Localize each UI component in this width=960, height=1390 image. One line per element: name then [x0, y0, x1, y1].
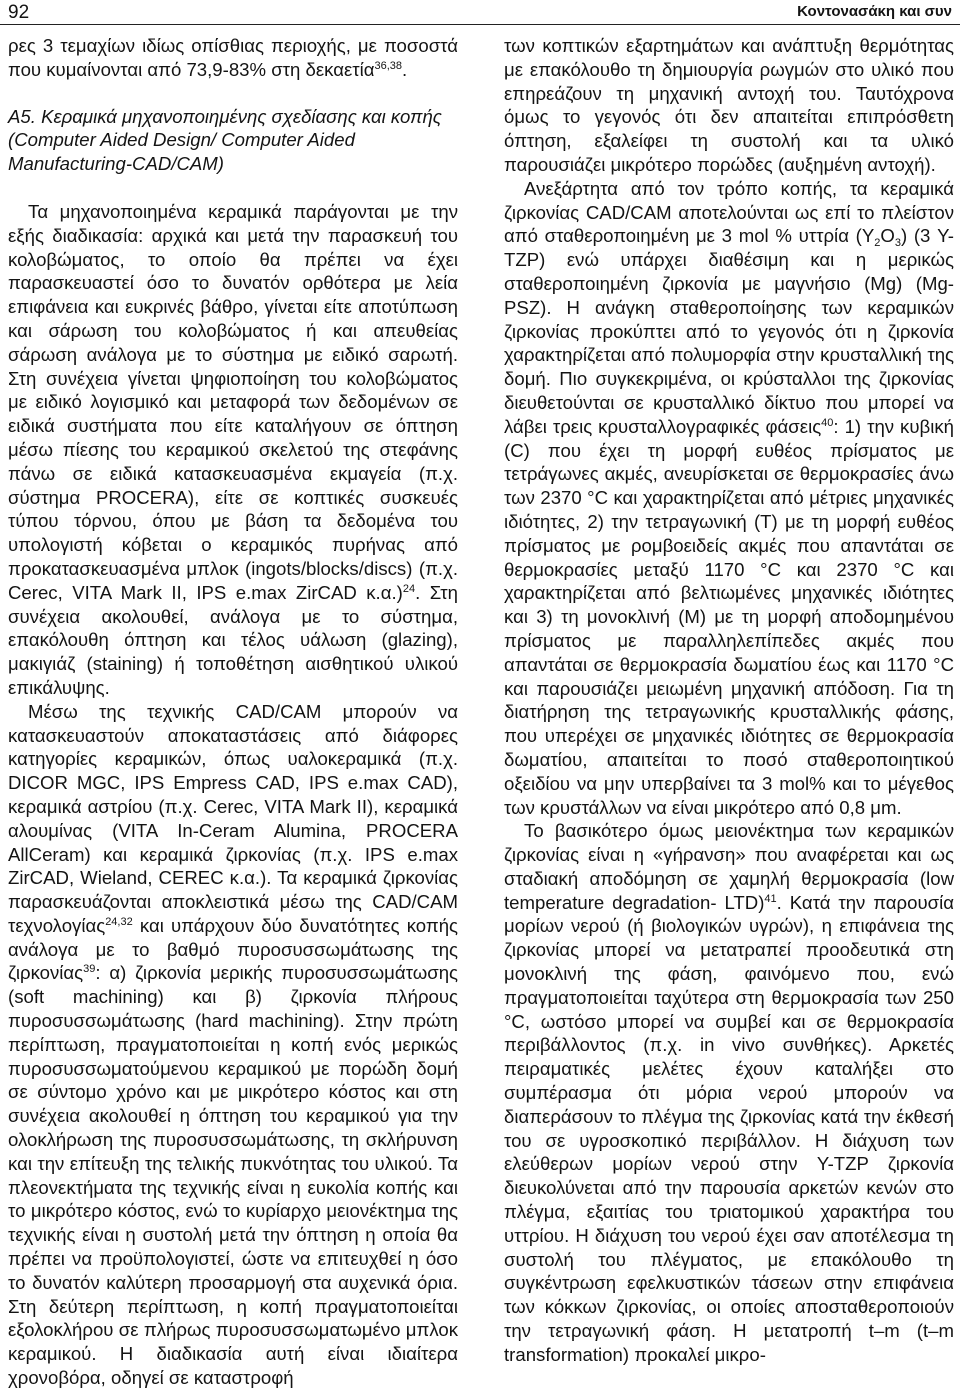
intro-end: .: [402, 58, 408, 80]
running-head: Κοντονασάκη και συν: [797, 3, 952, 20]
paragraph-text: και υπάρχουν δύο δυνατότητες κοπής ανάλογα με το βαθμό πυροσυσσωμάτωσης της ζιρκονίας: [8, 914, 458, 984]
paragraph-text: Το βασικότερο όμως μειονέκτημα των κεραμικών ζιρκονίας είναι η «γήρανση» που αναφέρεται και ως σταδιακή αποδόμηση σε χαμηλή θερμοκρασία (low temperature degradation- LTD): [504, 820, 954, 913]
section-heading: Α5. Κεραμικά μηχανοποιημένης σχεδίασης και κοπής (Computer Aided Design/ Computer Aided Manufacturing-CAD/CAM): [8, 105, 442, 175]
paragraph-text: : 1) την κυβική (C) που έχει τη μορφή ευθέος πρίσματος με τετράγωνες ακμές, ανευρίσκεται σε θερμοκρασίες άνω των 2370 °C και χαρακτηρίζεται από μέτριες μηχανικές ιδιότητες, 2) την τετραγωνική (T) με τη μορφή ευθέος πρίσματος με ρομβοειδείς ακμές που απαντάται σε θερμοκρασίες μεταξύ 1170 °C και 2370 °C και χαρακτηρίζεται από βελτιωμένες μηχανικές ιδιότητες και 3) τη μονοκλινή (M) με τη μορφή αποδομημένου πρίσματος με παραλληλεπίπεδες ακμές που απαντάται σε θερμοκρασία δωματίου έως και 1170 °C και παρουσιάζει μειωμένη μηχανική απόδοση. Για τη διατήρηση της τετραγωνικής κρυσταλλικής φάσης, που υπερέχει σε μηχανικές ιδιότητες σε θερμοκρασία δωματίου, απαιτείται το ποσό σταθεροποιητικού οξειδίου να μην υπερβαίνει τα 3 mol% και το μέγεθος των κρυστάλλων να είναι μικρότερο από 0,8 μm.: [504, 415, 954, 818]
paragraph-text: . Κατά την παρουσία μορίων νερού (ή βιολογικών υγρών), η επιφάνεια της ζιρκονίας μπορεί να μετατραπεί προοδευτικά στη μονοκλινή της φάση, φαινόμενο που, ενώ πραγματοποιείται ταχύτερα στη θερμοκρασία των 250 °C, ωστόσο μπορεί να συμβεί και σε θερμοκρασία περιβάλλοντος (π.χ. in vivo συνθήκες). Αρκετές πειραματικές μελέτες έχουν καταλήξει στο συμπέρασμα ότι μόρια νερού μπορούν να διαπεράσουν το πλέγμα της ζιρκονίας κατά την έκθεσή του σε υγροσκοπικό περιβάλλον. Η διάχυση των ελεύθερων μορίων νερού στην Y-TZP ζιρκονία διευκολύνεται από την παρουσία αρκετών κενών στο πλέγμα, εξαιτίας του τριατομικού χαρακτήρα του υττρίου. Η διάχυση του νερού έχει σαν αποτέλεσμα τη συστολή του πλέγματος, με επακόλουθο τη συγκέντρωση εφελκυστικών τάσεων στην επιφάνεια των κόκκων ζιρκονίας, οι οποίες αποσταθεροποιούν την τετραγωνική φάση. Η μετατροπή t–m (t–m transformation) προκαλεί μικρο-: [504, 891, 954, 1365]
subscript: 2: [874, 237, 881, 250]
reference-superscript: 40: [821, 416, 834, 429]
paragraph-text: Μέσω της τεχνικής CAD/CAM μπορούν να κατασκευαστούν αποκαταστάσεις από διάφορες κατηγορίες κεραμικών, όπως υαλοκεραμικά (π.χ. DICOR MGC, IPS Empress CAD, IPS e.max CAD), κεραμικά αστρίου (π.χ. Cerec, VITA Mark II), κεραμικά αλουμίνας (VITA In-Ceram Alumina, PROCERA AllCeram) και κεραμικά ζιρκονίας (π.χ. IPS e.max ZirCAD, Wieland, CEREC κ.α.). Τα κεραμικά ζιρκονίας παρασκευάζονται αποκλειστικά μέσω της CAD/CAM τεχνολογίας: [8, 700, 458, 936]
paragraph-text: Ανεξάρτητα από τον τρόπο κοπής, τα κεραμικά ζιρκονίας CAD/CAM αποτελούνται ως επί το πλείστον από σταθεροποιημένη με 3 mol % υττρία (Y: [504, 177, 954, 247]
paragraph: [8, 200, 458, 700]
reference-superscript: 36,38: [374, 59, 403, 72]
paragraph-text: Τα μηχανοποιημένα κεραμικά παράγονται με την εξής διαδικασία: αρχικά και μετά την παρασκευή του κολοβώματος, το οποίο θα πρέπει να έχει παρασκευαστεί όσο το δυνατόν ορθότερα με λεία επιφάνεια και ευκρινές βάθρο, γίνεται είτε αποτύπωση και σάρωση του κολοβώματος ή και απευθείας σάρωση ανάλογα με το σύστημα με ειδικό σαρωτή. Στη συνέχεια γίνεται ψηφιοποίηση του κολοβώματος με ειδικό λογισμικό και μεταφορά των δεδομένων σε ειδικά συστήματα που είτε καταλήγουν σε όπτηση μέσω πίεσης του κεραμικού σκελετού της στεφάνης πάνω σε ειδικά κατασκευασμένα εκμαγεία (π.χ. σύστημα PROCERA), είτε σε κοπτικές συσκευές τύπου τόρνου, όπου με βάση τα δεδομένα του υπολογιστή κόβεται ο κεραμικός πυρήνας από προκατασκευασμένα μπλοκ (ingots/blocks/discs) (π.χ. Cerec, VITA Mark II, IPS e.max ZirCAD κ.α.): [8, 200, 458, 603]
paragraph-text: . Στη συνέχεια ακολουθεί, ανάλογα με το σύστημα, επακόλουθη όπτηση και τέλος υάλωση (glazing), μακιγιάζ (staining) ή τοποθέτηση αισθητικού υλικού επικάλυψης.: [8, 581, 458, 698]
paragraph-text: : α) ζιρκονία μερικής πυροσυσσωμάτωσης (soft machining) και β) ζιρκονία πλήρους πυροσυσσωμάτωσης (hard machining). Στην πρώτη περίπτωση, πραγματοποιείται η κοπή ενός μερικώς πυροσυσσωματούμενου κεραμικού με πορώδη δομή σε σύντομο χρόνο και με μικρότερο κόστος και στη συνέχεια ακολουθεί η όπτηση του κεραμικού για την ολοκλήρωση της πυροσυσσωμάτωσης, τη σκλήρυνση και την επίτευξη της τελικής πυκνότητας του υλικού. Τα πλεονεκτήματα της τεχνικής είναι η ευκολία κοπής και το μικρότερο κόστος, ενώ το κυρίαρχο μειονέκτημα της τεχνικής είναι η συστολή μετά την όπτηση η οποία θα πρέπει να προϋπολογιστεί, ώστε να επιτευχθεί η όσο το δυνατόν καλύτερη προσαρμογή στα αυχενικά όρια. Στη δεύτερη περίπτωση, η κοπή πραγματοποιείται εξολοκλήρου σε πλήρως πυροσυσσωματωμένο μπλοκ κεραμικού. Η διαδικασία αυτή είναι ιδιαίτερα χρονοβόρα, οδηγεί σε καταστροφή: [8, 962, 458, 1389]
intro-paragraph: [8, 34, 458, 82]
intro-text: ρες 3 τεμαχίων ιδίως οπίσθιας περιοχής, με ποσοστά που κυμαίνονται από 73,9-83% στη δεκαετία: [8, 35, 458, 80]
reference-superscript: 41: [764, 892, 777, 905]
paragraph: των κοπτικών εξαρτημάτων και ανάπτυξη θερμότητας με επακόλουθο τη δημιουργία ρωγμών στο υλικό που επηρεάζουν τη μηχανική αντοχή του. Ταυτόχρονα όμως το γεγονός ότι δεν απαιτείται επιπρόσθετη όπτηση, εξαλείφει τη συστολή και τα υλικό παρουσιάζει μικρότερο πορώδες (αυξημένη αντοχή).: [504, 35, 954, 175]
left-column: [8, 34, 458, 1390]
reference-superscript: 24,32: [105, 915, 133, 928]
subscript: 3: [894, 237, 901, 250]
header-rule: [0, 24, 960, 25]
paragraph: [504, 819, 954, 1366]
formula-text: O: [880, 225, 895, 247]
page-number: 92: [8, 2, 30, 23]
reference-superscript: 24: [402, 582, 416, 595]
paragraph-text: ) (3 Y-TZP) ενώ υπάρχει διαθέσιμη και η μερικώς σταθεροποιημένη ζιρκονία με μαγνήσιο (Mg) (Mg-PSZ). Η ανάγκη σταθεροποίησης των κεραμικών ζιρκονίας προκύπτει από το γεγονός ότι η ζιρκονία χαρακτηρίζεται από πολυμορφία στην κρυσταλλική της δομή. Πιο συγκεκριμένα, οι κρύσταλλοι της ζιρκονίας διευθετούνται σε κρυσταλλικό δίκτυο που μπορεί να λάβει τρεις κρυσταλλογραφικές φάσεις: [504, 225, 954, 437]
paragraph: [8, 700, 458, 1390]
right-column: [504, 34, 954, 1367]
reference-superscript: 39: [83, 963, 96, 976]
paragraph: [504, 177, 954, 820]
